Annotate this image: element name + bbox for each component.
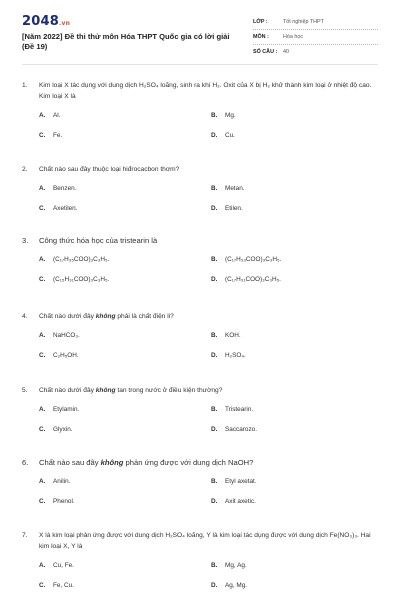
question-text: Công thức hóa học của tristearin là — [39, 236, 158, 245]
question-5 — [22, 385, 382, 436]
option-label: A. — [39, 332, 46, 339]
question-text-part: Chất nào dưới đây — [39, 313, 96, 320]
question-1 — [22, 80, 382, 142]
option-b[interactable] — [211, 256, 281, 263]
option-text: Mg, Ag. — [225, 562, 247, 569]
question-text-part: phải là chất điện li? — [115, 313, 174, 320]
option-text: H₂SO₄. — [225, 352, 246, 359]
option-label: B. — [211, 478, 218, 485]
answer-options — [22, 468, 382, 508]
question-stem — [22, 311, 382, 322]
emphasis-text: không — [100, 458, 124, 467]
question-stem — [22, 530, 382, 552]
site-logo[interactable] — [22, 14, 70, 29]
question-3 — [22, 235, 382, 286]
page-title: [Năm 2022] Đề thi thử môn Hóa THPT Quốc gia có lời giải (Đề 19) — [22, 32, 230, 51]
option-a[interactable] — [39, 185, 76, 192]
option-label: C. — [39, 205, 46, 212]
option-label: A. — [39, 478, 46, 485]
option-d[interactable] — [211, 498, 256, 505]
option-label: A. — [39, 562, 46, 569]
question-text-part: phản ứng được với dung dịch NaOH? — [123, 458, 254, 467]
option-label: B. — [211, 562, 218, 569]
option-text: Mg. — [225, 112, 236, 119]
option-a[interactable] — [39, 478, 70, 485]
option-label: D. — [211, 498, 218, 505]
question-number: 5. — [22, 387, 28, 394]
option-text: Metan. — [225, 185, 245, 192]
option-label: D. — [211, 426, 218, 433]
question-number: 6. — [22, 458, 29, 467]
option-label: B. — [211, 332, 218, 339]
option-text: Etilen. — [225, 205, 243, 212]
question-stem — [22, 235, 382, 246]
option-text: (C₁₇H₃₃COO)₃C₃H₅. — [225, 256, 282, 263]
option-text: Ag, Mg. — [225, 582, 248, 589]
question-stem — [22, 164, 382, 175]
option-a[interactable] — [39, 256, 109, 263]
question-4 — [22, 311, 382, 362]
option-d[interactable] — [211, 352, 246, 359]
option-c[interactable] — [39, 276, 109, 283]
option-text: Axetilen. — [53, 205, 78, 212]
option-label: C. — [39, 582, 46, 589]
option-text: Fe. — [53, 132, 63, 139]
question-text — [39, 457, 382, 468]
option-text: Phenol. — [53, 498, 75, 505]
option-text: Cu, Fe. — [53, 562, 74, 569]
option-text: (C₁₇H₃₅COO)₃C₃H₅. — [53, 256, 110, 263]
option-d[interactable] — [211, 205, 243, 212]
option-c[interactable] — [39, 205, 78, 212]
option-text: Tristearin. — [225, 406, 254, 413]
question-2 — [22, 164, 382, 215]
meta-value: Tốt nghiệp THPT — [283, 19, 324, 25]
option-label: D. — [211, 582, 218, 589]
answer-options — [22, 322, 382, 362]
option-text: Benzen. — [53, 185, 77, 192]
option-b[interactable] — [211, 332, 241, 339]
option-b[interactable] — [211, 185, 245, 192]
option-a[interactable] — [39, 406, 79, 413]
option-label: B. — [211, 256, 218, 263]
question-number: 4. — [22, 313, 28, 320]
option-label: B. — [211, 185, 218, 192]
answer-options — [22, 102, 382, 142]
option-text: Etyl axetat. — [225, 478, 257, 485]
option-text: NaHCO₃. — [53, 332, 80, 339]
question-text — [39, 385, 382, 396]
option-d[interactable] — [211, 276, 281, 283]
option-text: Anilin. — [53, 478, 71, 485]
option-text: (C₁₅H₃₁COO)₃C₃H₅. — [53, 276, 110, 283]
option-label: A. — [39, 185, 46, 192]
option-c[interactable] — [39, 426, 73, 433]
option-text: Al. — [53, 112, 61, 119]
question-6 — [22, 457, 382, 508]
option-text: Axit axetic. — [225, 498, 256, 505]
option-a[interactable] — [39, 112, 60, 119]
option-text: C₂H₅OH. — [53, 352, 79, 359]
option-label: A. — [39, 406, 46, 413]
emphasis-text: không — [95, 313, 116, 320]
option-text: KOH. — [225, 332, 241, 339]
answer-options — [22, 552, 382, 592]
option-label: A. — [39, 256, 46, 263]
question-text — [39, 311, 382, 322]
option-b[interactable] — [211, 562, 247, 569]
option-label: A. — [39, 112, 46, 119]
option-a[interactable] — [39, 562, 74, 569]
option-c[interactable] — [39, 498, 75, 505]
meta-key: LỚP : — [253, 19, 268, 25]
question-text-part: Chất nào dưới đây — [39, 387, 96, 394]
option-label: D. — [211, 205, 218, 212]
option-label: C. — [39, 352, 46, 359]
emphasis-text: không — [95, 387, 116, 394]
option-d[interactable] — [211, 582, 247, 589]
exam-meta — [253, 15, 378, 59]
meta-value: Hóa học — [283, 34, 304, 40]
meta-key: MÔN : — [253, 34, 269, 40]
answer-options — [22, 246, 382, 286]
option-text: Glyxin. — [53, 426, 73, 433]
option-label: B. — [211, 406, 218, 413]
question-number: 1. — [22, 82, 28, 89]
option-label: C. — [39, 132, 46, 139]
option-c[interactable] — [39, 132, 62, 139]
question-text: X là kim loại phản ứng được với dung dịch H₂SO₄ loãng, Y là kim loại tác dụng được với dung dịch Fe(NO₃)₃. Hai kim loại X, Y là — [39, 532, 371, 550]
question-text-part: Chất nào sau đây — [39, 458, 101, 467]
meta-key: SỐ CÂU : — [253, 49, 278, 55]
option-label: D. — [211, 352, 218, 359]
header-divider — [22, 64, 378, 65]
question-stem — [22, 80, 382, 102]
question-number: 2. — [22, 166, 28, 173]
meta-row-subject — [253, 30, 378, 45]
option-d[interactable] — [211, 426, 257, 433]
answer-options — [22, 396, 382, 436]
option-label: C. — [39, 498, 46, 505]
meta-row-class — [253, 15, 378, 30]
option-text: (C₁₇H₃₁COO)₃C₃H₅. — [225, 276, 281, 283]
option-text: Saccarozo. — [225, 426, 257, 433]
option-text: Cu. — [225, 132, 235, 139]
question-stem — [22, 457, 382, 468]
option-text: Etylamin. — [53, 406, 80, 413]
option-text: Fe, Cu. — [53, 582, 74, 589]
option-label: D. — [211, 276, 218, 283]
option-b[interactable] — [211, 112, 236, 119]
option-label: C. — [39, 276, 46, 283]
meta-value: 40 — [283, 49, 289, 55]
logo-suffix: .vn — [58, 20, 71, 27]
question-number: 3. — [22, 236, 29, 245]
option-label: B. — [211, 112, 218, 119]
question-number: 7. — [22, 532, 28, 539]
question-text: Chất nào sau đây thuộc loại hiđrocacbon thơm? — [39, 166, 180, 173]
meta-row-count — [253, 45, 378, 59]
question-stem — [22, 385, 382, 396]
question-text: Kim loại X tác dụng với dung dịch H₂SO₄ loãng, sinh ra khí H₂. Oxit của X bị H₂ khử thành kim loại ở nhiệt độ cao. Kim loại X là — [39, 82, 372, 100]
option-b[interactable] — [211, 478, 257, 485]
logo-text: 2048 — [22, 14, 59, 29]
option-c[interactable] — [39, 352, 79, 359]
option-d[interactable] — [211, 132, 235, 139]
question-text-part: tan trong nước ở điều kiện thường? — [115, 387, 223, 394]
question-7 — [22, 530, 382, 592]
answer-options — [22, 175, 382, 215]
option-label: C. — [39, 426, 46, 433]
option-c[interactable] — [39, 582, 74, 589]
option-a[interactable] — [39, 332, 80, 339]
option-b[interactable] — [211, 406, 253, 413]
option-label: D. — [211, 132, 218, 139]
